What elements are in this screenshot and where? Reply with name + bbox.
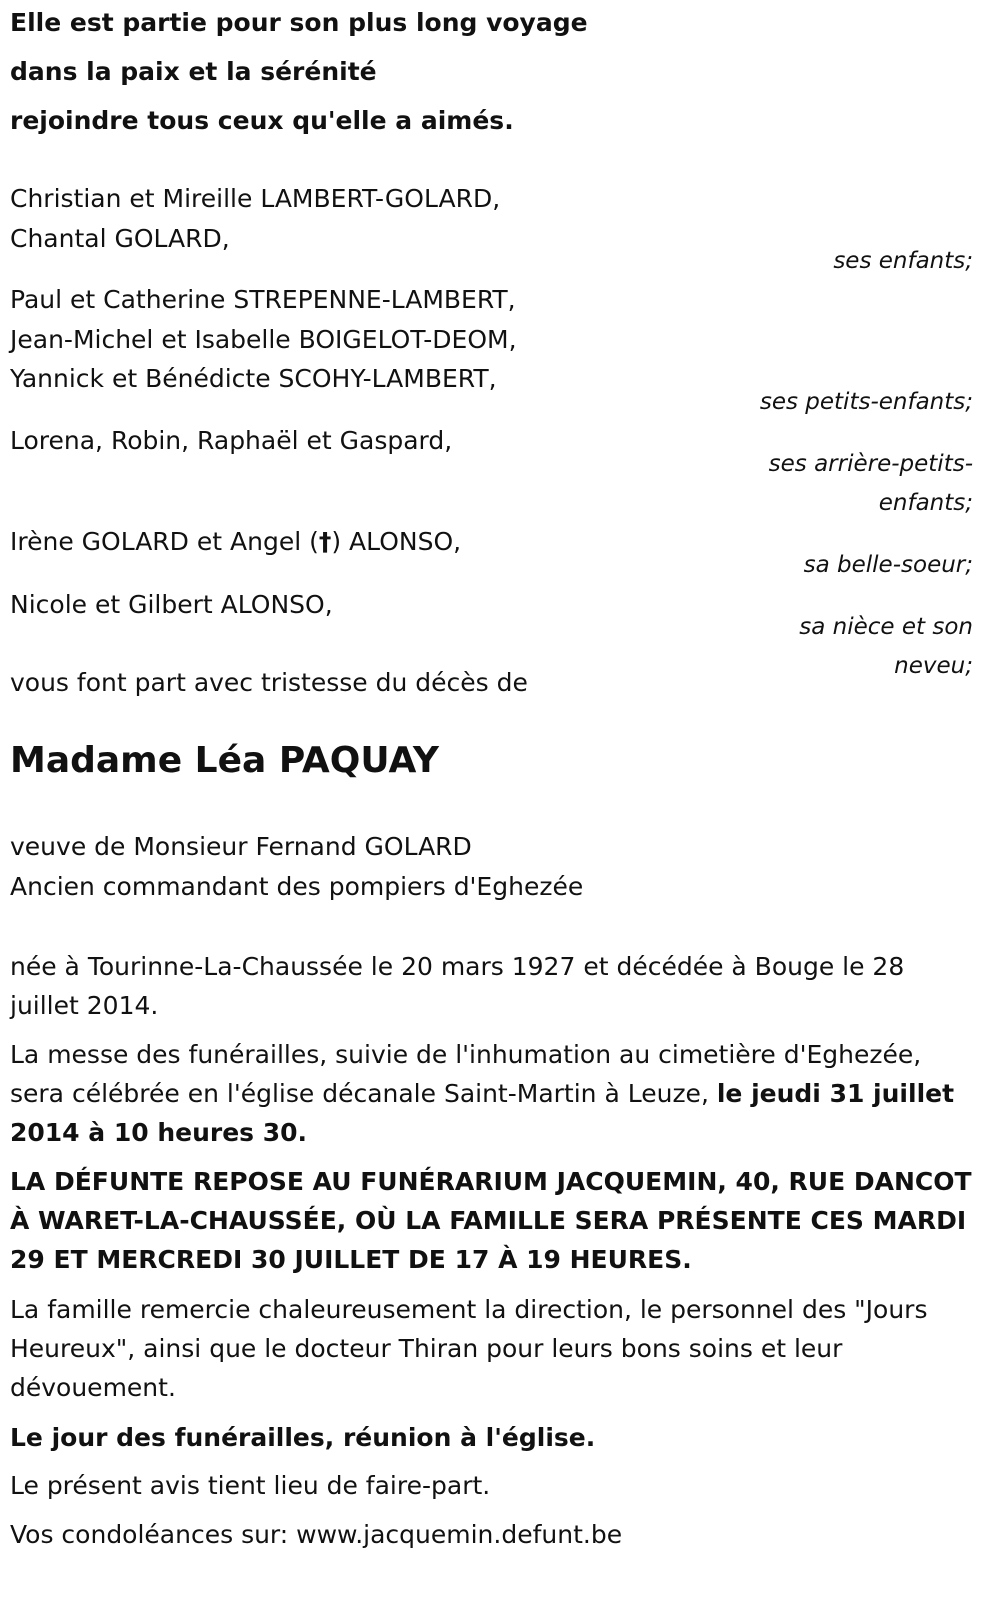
thanks-paragraph: La famille remercie chaleureusement la direction, le personnel des "Jours Heureux", ainsi que le docteur Thiran pour leurs bons soins et leur dévouement. [10,1295,928,1402]
family-name-line: Nicole et Gilbert ALONSO, [10,590,333,619]
intro-line: dans la paix et la sérénité [10,57,377,86]
relation-label: ses arrière-petits- [768,451,973,477]
relation-label: neveu; [894,653,973,679]
family-name-line: Paul et Catherine STREPENNE-LAMBERT, [10,285,516,314]
family-name-line [10,527,461,556]
funerarium-paragraph: LA DÉFUNTE REPOSE AU FUNÉRARIUM JACQUEMIN, 40, RUE DANCOT À WARET-LA-CHAUSSÉE, OÙ LA FAMILLE SERA PRÉSENTE CES MARDI 29 ET MERCREDI 30 JUILLET DE 17 À 19 HEURES. [10,1167,972,1274]
relation-label: ses enfants; [833,248,973,274]
name-text: ) ALONSO, [331,527,462,556]
relation-label: sa nièce et son [799,614,973,640]
name-text: Irène GOLARD et Angel ( [10,527,319,556]
family-name-line: Yannick et Bénédicte SCOHY-LAMBERT, [10,364,497,393]
intro-line: Elle est partie pour son plus long voyage [10,8,588,37]
relation-label: sa belle-soeur; [803,552,973,578]
family-name-line: Lorena, Robin, Raphaël et Gaspard, [10,426,453,455]
announcement-text: vous font part avec tristesse du décès de [10,668,528,697]
family-name-line: Christian et Mireille LAMBERT-GOLARD, [10,184,501,213]
intro-line: rejoindre tous ceux qu'elle a aimés. [10,106,514,135]
family-name-line: Chantal GOLARD, [10,224,230,253]
birth-death-paragraph: née à Tourinne-La-Chaussée le 20 mars 1927 et décédée à Bouge le 28 juillet 2014. [10,952,905,1020]
widow-of-line: Ancien commandant des pompiers d'Eghezée [10,872,584,901]
cross-icon: † [318,527,332,556]
mass-date: le jeudi 31 juillet 2014 à 10 heures 30. [10,1079,955,1147]
relation-label: ses petits-enfants; [759,389,973,415]
deceased-name: Madame Léa PAQUAY [10,740,439,781]
condolences-paragraph: Vos condoléances sur: www.jacquemin.defunt.be [10,1520,623,1549]
mass-paragraph [10,1035,975,1152]
family-name-line: Jean-Michel et Isabelle BOIGELOT-DEOM, [10,325,517,354]
notice-paragraph: Le présent avis tient lieu de faire-part. [10,1471,491,1500]
mass-text: La messe des funérailles, suivie de l'inhumation au cimetière d'Eghezée, sera célébrée en l'église décanale Saint-Martin à Leuze, [10,1040,922,1108]
meeting-paragraph: Le jour des funérailles, réunion à l'église. [10,1423,596,1452]
relation-label: enfants; [878,490,973,516]
widow-of-line: veuve de Monsieur Fernand GOLARD [10,832,472,861]
